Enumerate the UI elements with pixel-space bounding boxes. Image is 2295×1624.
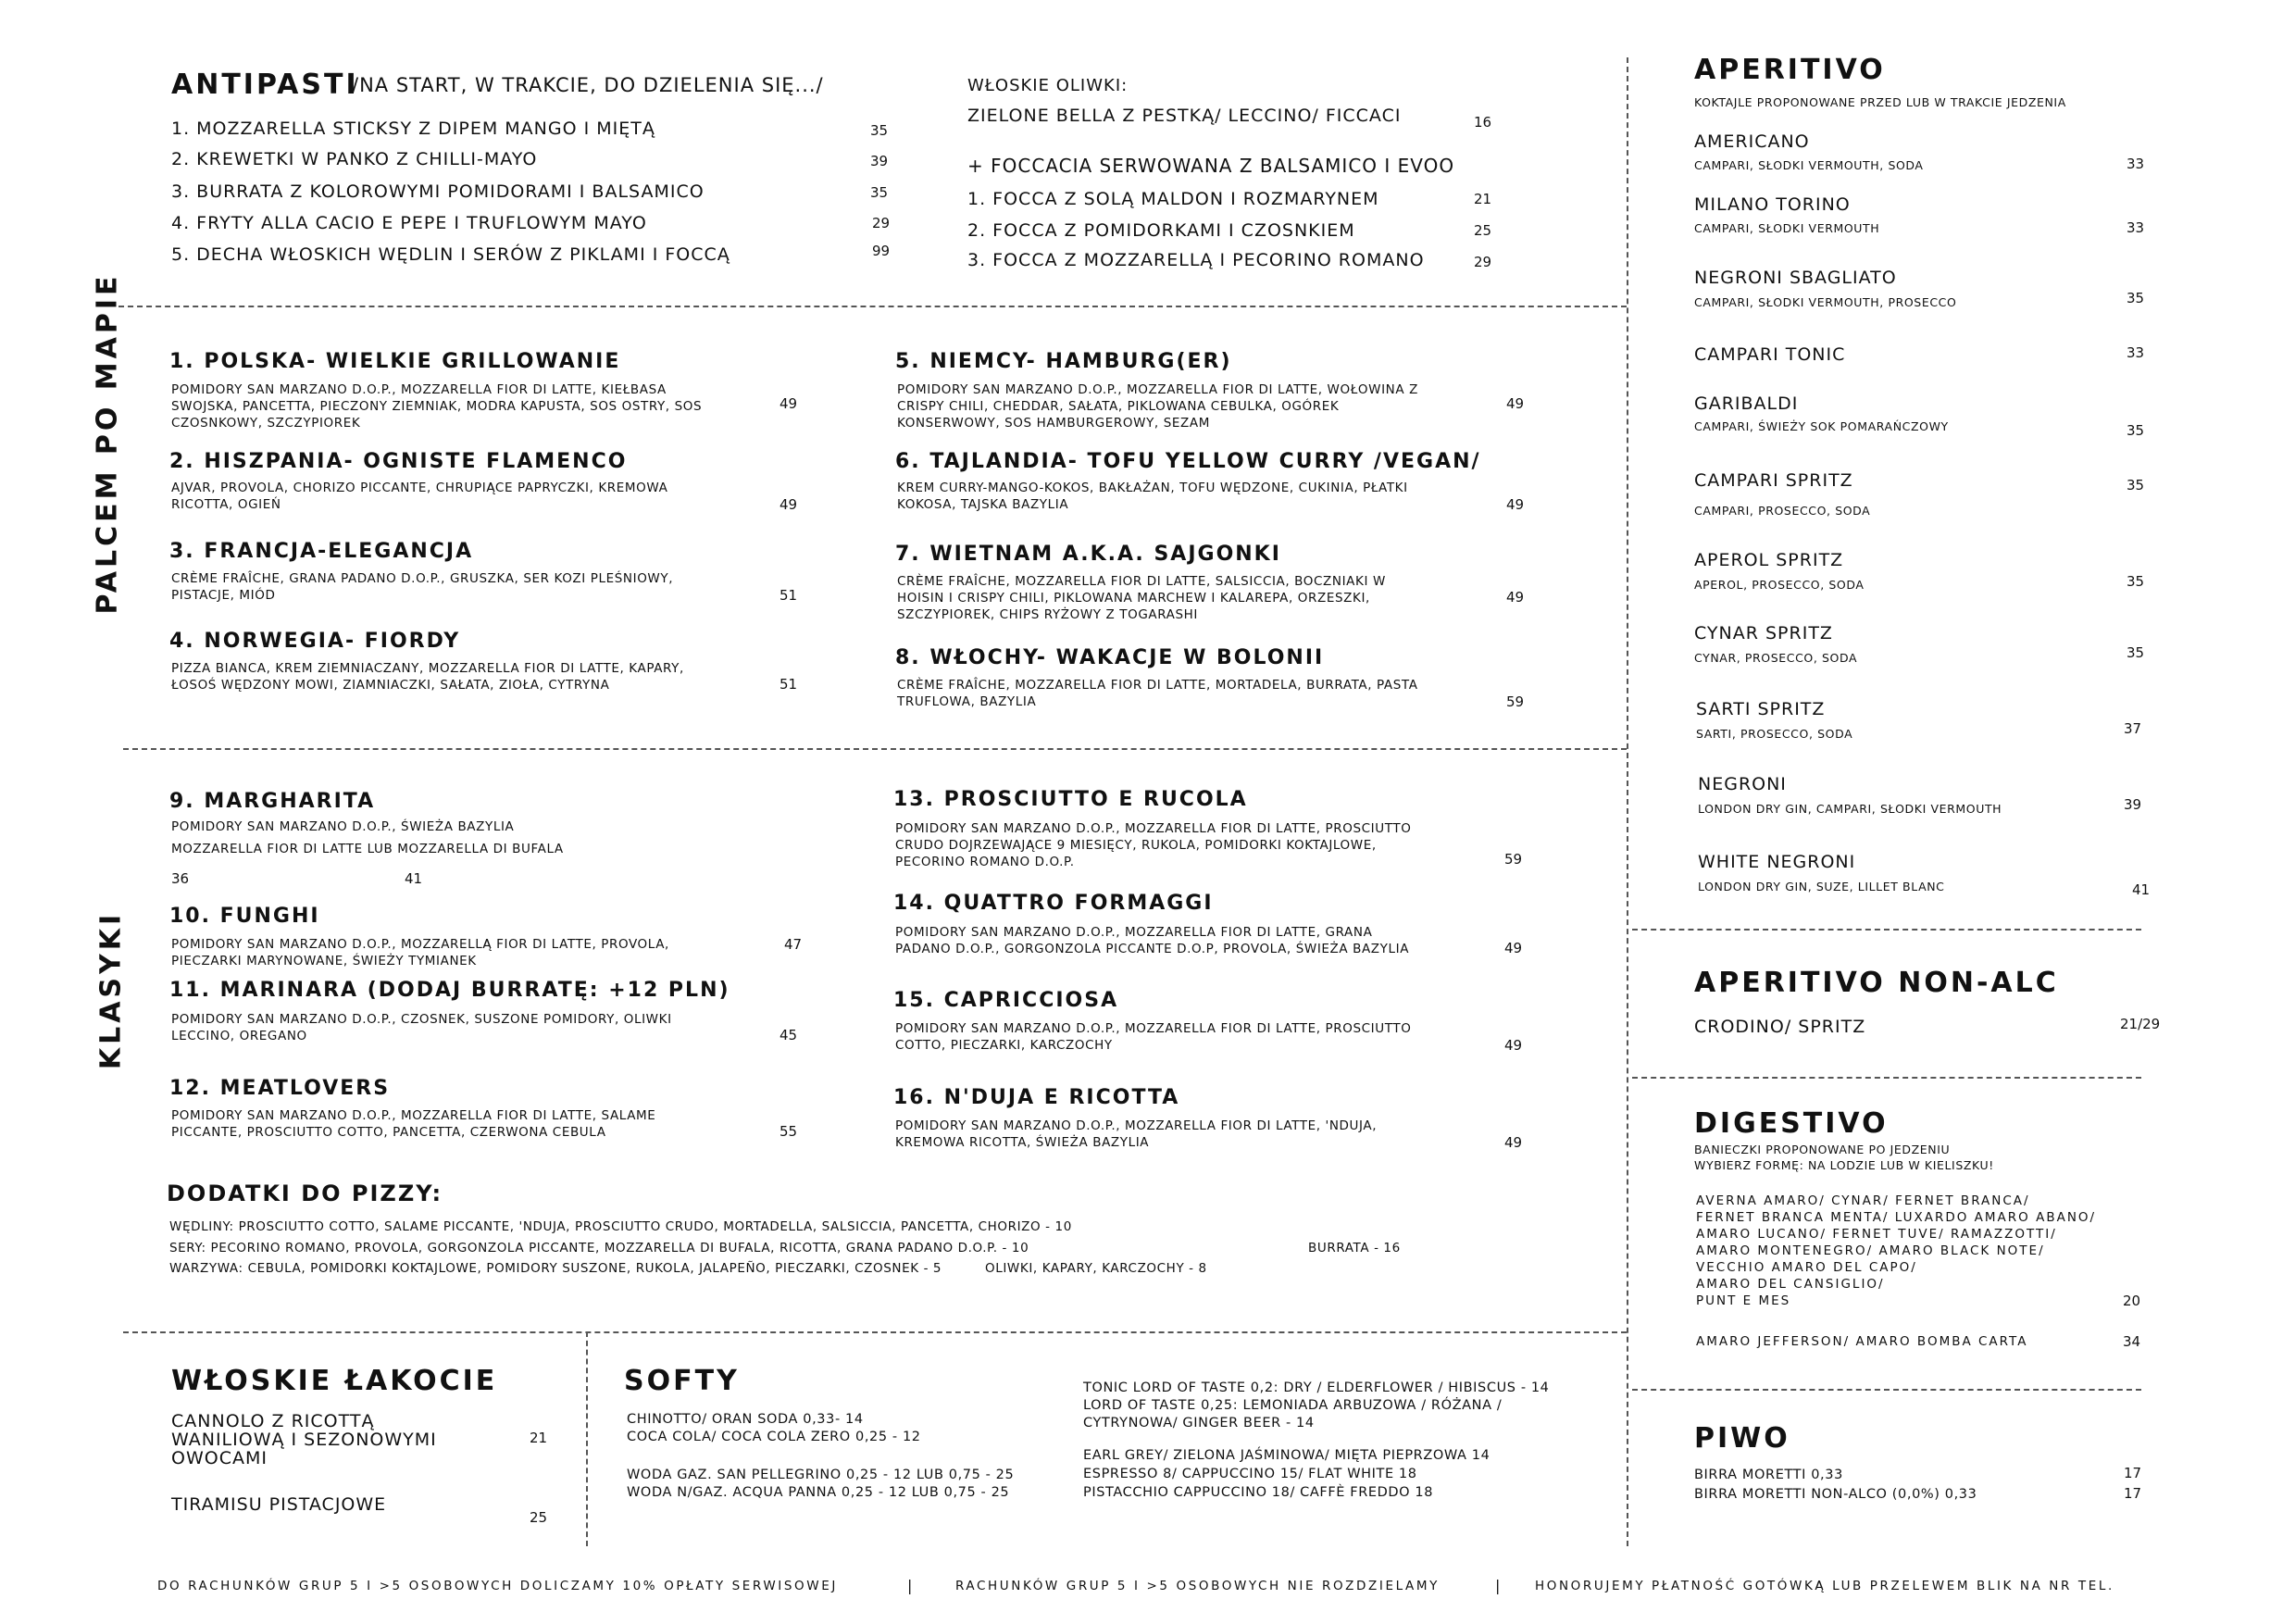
cocktail-price: 33 [2127, 219, 2145, 236]
cocktail-name: MILANO TORINO [1694, 194, 1851, 215]
cocktail-desc: APEROL, PROSECCO, SODA [1694, 578, 1865, 592]
lakocie-title: WŁOSKIE ŁAKOCIE [171, 1365, 498, 1397]
pizza-desc: POMIDORY SAN MARZANO D.O.P., MOZZARELLA FIOR DI LATTE, KIEŁBASA SWOJSKA, PANCETTA, PIECZONY ZIEMNIAK, MODRA KAPUSTA, SOS OSTRY, SOS CZOSNKOWY, SZCZYPIOREK [171, 382, 703, 431]
pizza-desc: CRÈME FRAÎCHE, MOZZARELLA FIOR DI LATTE, MORTADELA, BURRATA, PASTA TRUFLOWA, BAZYLIA [897, 678, 1418, 709]
lakocie-price: 25 [530, 1509, 548, 1526]
cocktail-name: CAMPARI TONIC [1694, 344, 1846, 365]
pizza-price: 49 [1506, 496, 1525, 513]
dodatki-line: OLIWKI, KAPARY, KARCZOCHY - 8 [985, 1261, 1207, 1276]
nonalc-item: CRODINO/ SPRITZ [1694, 1017, 1866, 1037]
digestivo-line: PUNT E MES [1696, 1293, 1791, 1308]
pizza-desc: POMIDORY SAN MARZANO D.O.P., MOZZARELLA FIOR DI LATTE, WOŁOWINA Z CRISPY CHILI, CHEDDAR, SAŁATA, PIKLOWANA CEBULKA, OGÓREK KONSERWOWY, SOS HAMBURGEROWY, SEZAM [897, 382, 1418, 431]
softy-line: PISTACCHIO CAPPUCCINO 18/ CAFFÈ FREDDO 18 [1083, 1485, 1434, 1500]
piwo-item: BIRRA MORETTI 0,33 [1694, 1468, 1843, 1482]
pizza-price: 49 [1506, 395, 1525, 412]
pizza-name: 3. FRANCJA-ELEGANCJA [169, 540, 474, 563]
divider-digestivo [1632, 1389, 2141, 1391]
nonalc-title: APERITIVO NON-ALC [1694, 967, 2059, 999]
antipasti-price: 29 [872, 215, 891, 231]
digestivo-subtitle: WYBIERZ FORMĘ: NA LODZIE LUB W KIELISZKU! [1694, 1158, 1994, 1172]
pizza-price: 36 [171, 870, 190, 887]
pizza-price: 49 [1504, 1037, 1523, 1054]
pizza-name: 4. NORWEGIA- FIORDY [169, 630, 461, 653]
cocktail-price: 35 [2127, 290, 2145, 306]
pizza-desc: PIZZA BIANCA, KREM ZIEMNIACZANY, MOZZARELLA FIOR DI LATTE, KAPARY, ŁOSOŚ WĘDZONY MOWI, ZIAMNIACZKI, SAŁATA, ZIOŁA, CYTRYNA [171, 661, 684, 693]
antipasti-price: 35 [870, 122, 889, 139]
footer-note: DO RACHUNKÓW GRUP 5 I >5 OSOBOWYCH DOLICZAMY 10% OPŁATY SERWISOWEJ [157, 1579, 838, 1593]
dodatki-line: SERY: PECORINO ROMANO, PROVOLA, GORGONZOLA PICCANTE, MOZZARELLA DI BUFALA, RICOTTA, GRANA PADANO D.O.P. - 10 [169, 1241, 1029, 1255]
piwo-item: BIRRA MORETTI NON-ALCO (0,0%) 0,33 [1694, 1487, 1977, 1502]
pizza-name: 1. POLSKA- WIELKIE GRILLOWANIE [169, 350, 621, 373]
pizza-price: 49 [780, 496, 798, 513]
pizza-desc: POMIDORY SAN MARZANO D.O.P., MOZZARELLA FIOR DI LATTE, PROSCIUTTO COTTO, PIECZARKI, KARCZOCHY [895, 1021, 1412, 1053]
digestivo-line: AMARO LUCANO/ FERNET TUVE/ RAMAZZOTTI/ [1696, 1227, 2057, 1242]
pizza-name: 5. NIEMCY- HAMBURG(ER) [895, 350, 1232, 373]
cocktail-desc: LONDON DRY GIN, CAMPARI, SŁODKI VERMOUTH [1698, 802, 2002, 816]
digestivo-price: 34 [2123, 1333, 2141, 1350]
pizza-desc: CRÈME FRAÎCHE, MOZZARELLA FIOR DI LATTE, SALSICCIA, BOCZNIAKI W HOISIN I CRISPY CHILI, PIKLOWANA MARCHEW I KALAREPA, ORZESZKI, SZCZYPIOREK, CHIPS RYŻOWY Z TOGARASHI [897, 574, 1386, 622]
digestivo-line: VECCHIO AMARO DEL CAPO/ [1696, 1260, 1917, 1275]
pizza-price: 49 [1506, 589, 1525, 606]
divider-aperitivo [1632, 929, 2141, 931]
cocktail-name: CYNAR SPRITZ [1694, 623, 1833, 643]
divider-dodatki [123, 1331, 1627, 1333]
piwo-price: 17 [2124, 1485, 2142, 1502]
oliwki-price: 16 [1474, 114, 1492, 131]
pizza-price: 51 [780, 587, 798, 604]
pizza-price: 49 [1504, 940, 1523, 956]
pizza-price: 49 [1504, 1134, 1523, 1151]
palcem-label: PALCEM PO MAPIE [91, 272, 124, 615]
cocktail-price: 35 [2127, 644, 2145, 661]
divider-antipasti [118, 306, 1627, 307]
antipasti-item: 1. MOZZARELLA STICKSY Z DIPEM MANGO I MIĘTĄ [171, 119, 655, 139]
cocktail-name: NEGRONI SBAGLIATO [1694, 268, 1897, 288]
antipasti-item: 5. DECHA WŁOSKICH WĘDLIN I SERÓW Z PIKLAMI I FOCCĄ [171, 244, 730, 265]
pizza-name: 9. MARGHARITA [169, 790, 376, 813]
cocktail-desc: CAMPARI, SŁODKI VERMOUTH [1694, 221, 1880, 235]
cocktail-name: GARIBALDI [1694, 394, 1799, 414]
cocktail-price: 33 [2127, 344, 2145, 361]
cocktail-name: WHITE NEGRONI [1698, 852, 1856, 872]
oliwki-item: ZIELONE BELLA Z PESTKĄ/ LECCINO/ FICCACI [967, 106, 1402, 126]
softy-line: TONIC LORD OF TASTE 0,2: DRY / ELDERFLOWER / HIBISCUS - 14 [1083, 1380, 1550, 1395]
cocktail-desc: CAMPARI, SŁODKI VERMOUTH, PROSECCO [1694, 295, 1957, 309]
digestivo-line: AVERNA AMARO/ CYNAR/ FERNET BRANCA/ [1696, 1193, 2030, 1208]
nonalc-price: 21/29 [2120, 1016, 2161, 1032]
klasyki-label: KLASYKI [94, 910, 128, 1070]
foccacia-item: 2. FOCCA Z POMIDORKAMI I CZOSNKIEM [967, 220, 1355, 241]
pizza-desc: POMIDORY SAN MARZANO D.O.P., MOZZARELLA FIOR DI LATTE, GRANA PADANO D.O.P., GORGONZOLA PICCANTE D.O.P, PROVOLA, ŚWIEŻA BAZYLIA [895, 925, 1410, 956]
pizza-desc: POMIDORY SAN MARZANO D.O.P., CZOSNEK, SUSZONE POMIDORY, OLIWKI LECCINO, OREGANO [171, 1012, 672, 1043]
pizza-name: 13. PROSCIUTTO E RUCOLA [893, 788, 1248, 811]
foccacia-price: 29 [1474, 254, 1492, 270]
antipasti-item: 4. FRYTY ALLA CACIO E PEPE I TRUFLOWYM MAYO [171, 213, 647, 233]
pizza-price: 59 [1504, 851, 1523, 868]
foccacia-price: 21 [1474, 191, 1492, 207]
pizza-desc: POMIDORY SAN MARZANO D.O.P., MOZZARELLA FIOR DI LATTE, 'NDUJA, KREMOWA RICOTTA, ŚWIEŻA BAZYLIA [895, 1118, 1378, 1150]
digestivo-line: FERNET BRANCA MENTA/ LUXARDO AMARO ABANO/ [1696, 1210, 2097, 1225]
softy-line: WODA N/GAZ. ACQUA PANNA 0,25 - 12 LUB 0,75 - 25 [627, 1485, 1010, 1500]
antipasti-subtitle: /NA START, W TRAKCIE, DO DZIELENIA SIĘ.../ [352, 74, 824, 96]
pizza-price: 55 [780, 1123, 798, 1140]
cocktail-name: AMERICANO [1694, 131, 1810, 152]
cocktail-price: 37 [2124, 720, 2142, 737]
cocktail-price: 39 [2124, 796, 2142, 813]
cocktail-name: APEROL SPRITZ [1694, 550, 1844, 570]
cocktail-desc: SARTI, PROSECCO, SODA [1696, 727, 1853, 741]
cocktail-price: 33 [2127, 156, 2145, 172]
softy-line: WODA GAZ. SAN PELLEGRINO 0,25 - 12 LUB 0,75 - 25 [627, 1468, 1015, 1482]
cocktail-desc: CYNAR, PROSECCO, SODA [1694, 651, 1858, 665]
pizza-name: 2. HISZPANIA- OGNISTE FLAMENCO [169, 450, 628, 473]
pizza-name: 7. WIETNAM A.K.A. SAJGONKI [895, 543, 1281, 566]
digestivo-title: DIGESTIVO [1694, 1107, 1889, 1140]
footer-separator: | [907, 1577, 915, 1594]
pizza-desc: POMIDORY SAN MARZANO D.O.P., ŚWIEŻA BAZYLIA [171, 819, 515, 834]
oliwki-title: WŁOSKIE OLIWKI: [967, 76, 1129, 95]
pizza-desc: POMIDORY SAN MARZANO D.O.P., MOZZARELLA FIOR DI LATTE, PROSCIUTTO CRUDO DOJRZEWAJĄCE 9 MIESIĘCY, RUKOLA, POMIDORKI KOKTAJLOWE, PECORINO ROMANO D.O.P. [895, 821, 1412, 869]
pizza-desc: KREM CURRY-MANGO-KOKOS, BAKŁAŻAN, TOFU WĘDZONE, CUKINIA, PŁATKI KOKOSA, TAJSKA BAZYLIA [897, 481, 1408, 512]
pizza-price: 49 [780, 395, 798, 412]
dodatki-title: DODATKI DO PIZZY: [167, 1181, 443, 1206]
digestivo-price: 20 [2123, 1293, 2141, 1309]
softy-line: COCA COLA/ COCA COLA ZERO 0,25 - 12 [627, 1430, 921, 1444]
pizza-price: 45 [780, 1027, 798, 1043]
softy-line: EARL GREY/ ZIELONA JAŚMINOWA/ MIĘTA PIEPRZOWA 14 [1083, 1448, 1491, 1463]
pizza-name: 8. WŁOCHY- WAKACJE W BOLONII [895, 646, 1325, 669]
antipasti-title: ANTIPASTI [171, 69, 359, 101]
lakocie-item: CANNOLO Z RICOTTĄ WANILIOWĄ I SEZONOWYMI OWOCAMI [171, 1411, 437, 1468]
aperitivo-subtitle: KOKTAJLE PROPONOWANE PRZED LUB W TRAKCIE JEDZENIA [1694, 95, 2066, 109]
cocktail-name: NEGRONI [1698, 774, 1787, 794]
pizza-name: 11. MARINARA (DODAJ BURRATĘ: +12 PLN) [169, 979, 730, 1002]
softy-line: ESPRESSO 8/ CAPPUCCINO 15/ FLAT WHITE 18 [1083, 1467, 1417, 1481]
antipasti-price: 35 [870, 184, 889, 201]
pizza-price: 47 [784, 936, 803, 953]
footer-note: HONORUJEMY PŁATNOŚĆ GOTÓWKĄ LUB PRZELEWEM BLIK NA NR TEL. [1535, 1579, 2114, 1593]
lakocie-item: TIRAMISU PISTACJOWE [171, 1494, 387, 1515]
foccacia-item: 1. FOCCA Z SOLĄ MALDON I ROZMARYNEM [967, 189, 1379, 209]
pizza-name: 12. MEATLOVERS [169, 1077, 391, 1100]
pizza-desc: AJVAR, PROVOLA, CHORIZO PICCANTE, CHRUPIĄCE PAPRYCZKI, KREMOWA RICOTTA, OGIEŃ [171, 481, 668, 512]
pizza-name: 15. CAPRICCIOSA [893, 989, 1119, 1012]
foccacia-price: 25 [1474, 222, 1492, 239]
pizza-desc: POMIDORY SAN MARZANO D.O.P., MOZZARELLĄ FIOR DI LATTE, PROVOLA, PIECZARKI MARYNOWANE, ŚWIEŻY TYMIANEK [171, 937, 669, 968]
footer-separator: | [1495, 1577, 1503, 1594]
softy-line: CYTRYNOWA/ GINGER BEER - 14 [1083, 1416, 1315, 1430]
cocktail-desc: CAMPARI, PROSECCO, SODA [1694, 504, 1871, 518]
pizza-name: 6. TAJLANDIA- TOFU YELLOW CURRY /VEGAN/ [895, 450, 1481, 473]
pizza-price: 51 [780, 676, 798, 693]
divider-nonalc [1632, 1077, 2141, 1079]
dodatki-line: WĘDLINY: PROSCIUTTO COTTO, SALAME PICCANTE, 'NDUJA, PROSCIUTTO CRUDO, MORTADELLA, SALSICCIA, PANCETTA, CHORIZO - 10 [169, 1219, 1072, 1234]
cocktail-desc: CAMPARI, ŚWIEŻY SOK POMARAŃCZOWY [1694, 419, 1949, 433]
antipasti-item: 3. BURRATA Z KOLOROWYMI POMIDORAMI I BALSAMICO [171, 181, 705, 202]
cocktail-price: 35 [2127, 477, 2145, 493]
antipasti-price: 99 [872, 243, 891, 259]
cocktail-name: SARTI SPRITZ [1696, 699, 1826, 719]
dodatki-line: WARZYWA: CEBULA, POMIDORKI KOKTAJLOWE, POMIDORY SUSZONE, RUKOLA, JALAPEÑO, PIECZARKI, CZOSNEK - 5 [169, 1261, 942, 1276]
antipasti-price: 39 [870, 153, 889, 169]
digestivo-line: AMARO MONTENEGRO/ AMARO BLACK NOTE/ [1696, 1243, 2045, 1258]
pizza-name: 16. N'DUJA E RICOTTA [893, 1086, 1180, 1109]
pizza-desc: POMIDORY SAN MARZANO D.O.P., MOZZARELLA FIOR DI LATTE, SALAME PICCANTE, PROSCIUTTO COTTO, PANCETTA, CZERWONA CEBULA [171, 1108, 656, 1140]
softy-line: CHINOTTO/ ORAN SODA 0,33- 14 [627, 1412, 864, 1427]
pizza-name: 10. FUNGHI [169, 905, 320, 928]
cocktail-name: CAMPARI SPRITZ [1694, 470, 1853, 491]
piwo-price: 17 [2124, 1465, 2142, 1481]
foccacia-title: + FOCCACIA SERWOWANA Z BALSAMICO I EVOO [967, 155, 1455, 177]
digestivo-subtitle: BANIECZKI PROPONOWANE PO JEDZENIU [1694, 1143, 1951, 1156]
vertical-divider-main [1627, 57, 1628, 1546]
softy-title: SOFTY [624, 1365, 740, 1397]
cocktail-desc: CAMPARI, SŁODKI VERMOUTH, SODA [1694, 158, 1924, 172]
pizza-price: 41 [405, 870, 423, 887]
pizza-name: 14. QUATTRO FORMAGGI [893, 892, 1214, 915]
divider-lakocie-softy [586, 1331, 588, 1546]
digestivo-line: AMARO DEL CANSIGLIO/ [1696, 1277, 1885, 1292]
dodatki-line: BURRATA - 16 [1308, 1241, 1401, 1255]
antipasti-item: 2. KREWETKI W PANKO Z CHILLI-MAYO [171, 149, 538, 169]
aperitivo-title: APERITIVO [1694, 54, 1886, 86]
pizza-desc: MOZZARELLA FIOR DI LATTE LUB MOZZARELLA DI BUFALA [171, 842, 564, 856]
pizza-desc: CRÈME FRAÎCHE, GRANA PADANO D.O.P., GRUSZKA, SER KOZI PLEŚNIOWY, PISTACJE, MIÓD [171, 571, 674, 603]
cocktail-price: 35 [2127, 422, 2145, 439]
pizza-price: 59 [1506, 693, 1525, 710]
softy-line: LORD OF TASTE 0,25: LEMONIADA ARBUZOWA / RÓŻANA / [1083, 1398, 1503, 1413]
divider-palcem [123, 748, 1627, 750]
piwo-title: PIWO [1694, 1422, 1790, 1455]
cocktail-price: 41 [2132, 881, 2151, 898]
cocktail-price: 35 [2127, 573, 2145, 590]
footer-note: RACHUNKÓW GRUP 5 I >5 OSOBOWYCH NIE ROZDZIELAMY [955, 1579, 1440, 1593]
digestivo-line: AMARO JEFFERSON/ AMARO BOMBA CARTA [1696, 1334, 2028, 1349]
lakocie-price: 21 [530, 1430, 548, 1446]
cocktail-desc: LONDON DRY GIN, SUZE, LILLET BLANC [1698, 880, 1945, 893]
foccacia-item: 3. FOCCA Z MOZZARELLĄ I PECORINO ROMANO [967, 250, 1425, 270]
